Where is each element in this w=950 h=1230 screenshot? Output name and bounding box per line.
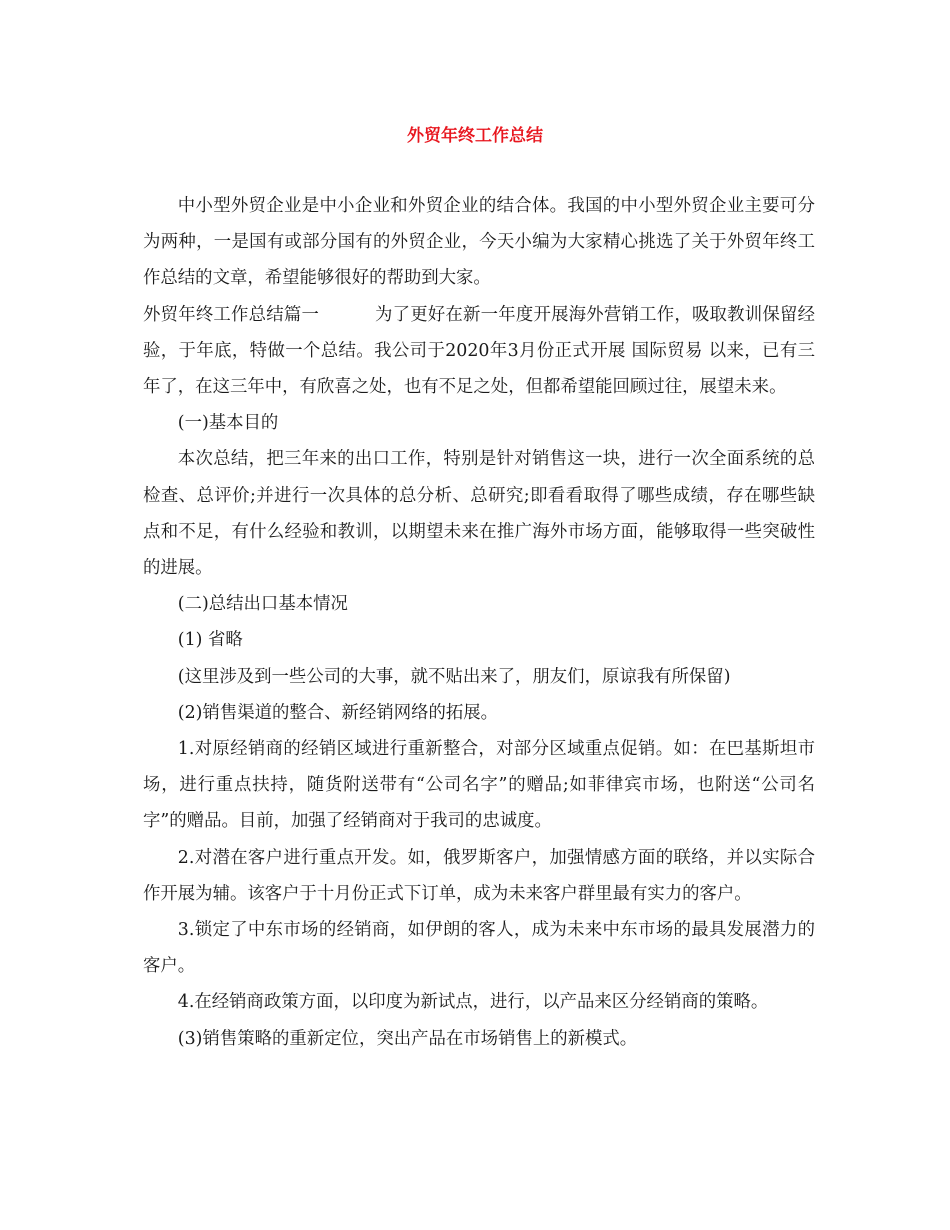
document-body — [143, 188, 815, 1057]
item-omitted-note: (这里涉及到一些公司的大事，就不贴出来了，朋友们，原谅我有所保留) — [177, 666, 731, 687]
subheading-export-situation: (二)总结出口基本情况 — [177, 594, 348, 615]
section-one-text: 为了更好在新一年度开展海外营销工作，吸取教训保留经验，于年底，特做一个总结。我公司于2020年3月份正式开展 国际贸易 以来，已有三年了，在这三年中，有欣喜之处，也有不足之处，但都希望能回顾过往，展望未来。 — [143, 304, 815, 398]
purpose-paragraph: 本次总结，把三年来的出口工作，特别是针对销售这一块，进行一次全面系统的总检查、总评价;并进行一次具体的总分析、总研究;即看看取得了哪些成绩，存在哪些缺点和不足，有什么经验和教训，以期望未来在推广海外市场方面，能够取得一些突破性的进展。 — [143, 449, 815, 579]
item-sales-strategy: (3)销售策略的重新定位，突出产品在市场销售上的新模式。 — [177, 1028, 638, 1049]
subheading-basic-purpose: (一)基本目的 — [177, 413, 279, 434]
intro-paragraph: 中小型外贸企业是中小企业和外贸企业的结合体。我国的中小型外贸企业主要可分为两种，一是国有或部分国有的外贸企业，今天小编为大家精心挑选了关于外贸年终工作总结的文章，希望能够很好的帮助到大家。 — [143, 196, 815, 289]
point-1-paragraph: 1.对原经销商的经销区域进行重新整合，对部分区域重点促销。如：在巴基斯坦市场，进行重点扶持，随货附送带有“公司名字”的赠品;如菲律宾市场，也附送“公司名字”的赠品。目前，加强了经销商对于我司的忠诚度。 — [143, 739, 815, 832]
section-heading: 外贸年终工作总结篇一 — [143, 304, 320, 325]
point-4-paragraph: 4.在经销商政策方面，以印度为新试点，进行，以产品来区分经销商的策略。 — [177, 992, 769, 1013]
point-3-paragraph: 3.锁定了中东市场的经销商，如伊朗的客人，成为未来中东市场的最具发展潜力的客户。 — [143, 920, 815, 977]
item-sales-channels: (2)销售渠道的整合、新经销网络的拓展。 — [177, 702, 499, 723]
section-one-paragraph — [143, 297, 815, 406]
point-2-paragraph: 2.对潜在客户进行重点开发。如，俄罗斯客户，加强情感方面的联络，并以实际合作开展为辅。该客户于十月份正式下订单，成为未来客户群里最有实力的客户。 — [143, 847, 815, 904]
document-title: 外贸年终工作总结 — [407, 126, 543, 146]
item-omitted: (1) 省略 — [177, 630, 243, 651]
